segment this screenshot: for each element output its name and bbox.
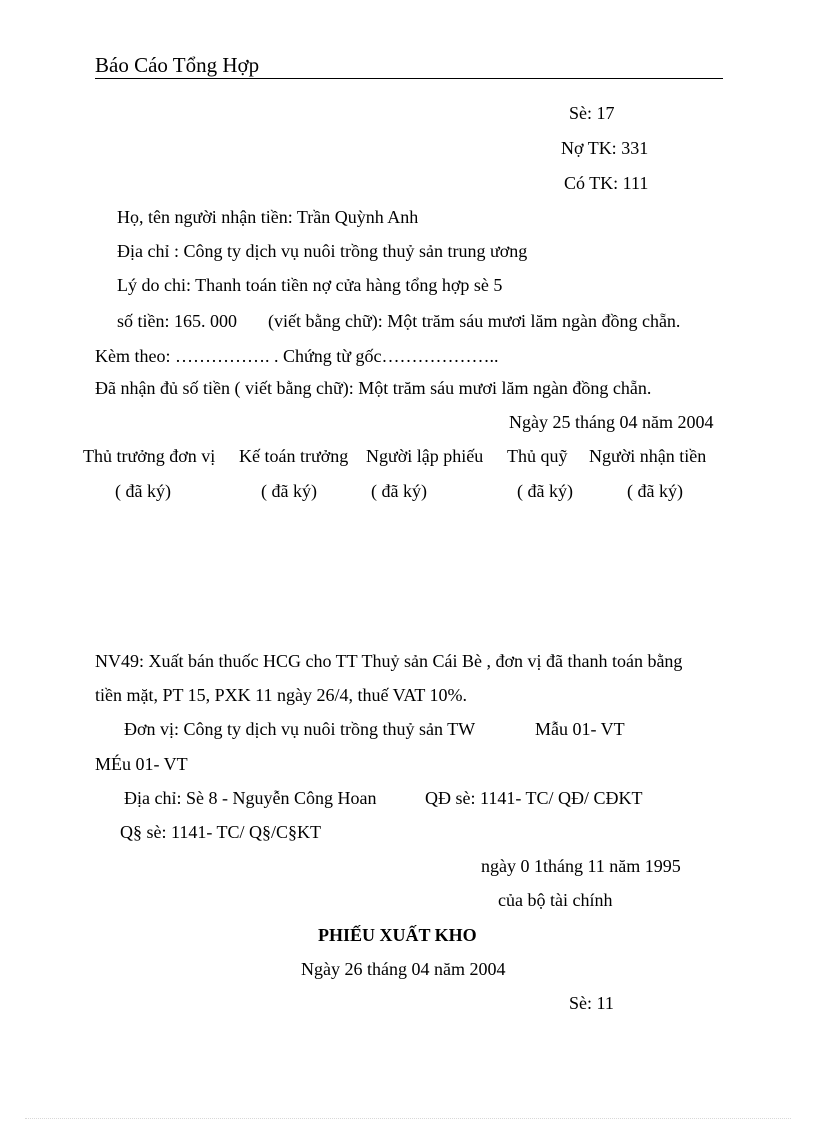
signer-title: Thủ trưởng đơn vị [83,446,216,466]
decision-number-alt: Q§ sè: 1141- TC/ Q§/C§KT [120,822,321,842]
signed-mark: ( đã ký) [627,481,683,501]
amount-in-words: (viết bằng chữ): Một trăm sáu mươi lăm ngàn đồng chẵn. [268,311,681,331]
signer-title: Kế toán trưởng [239,446,349,466]
signer-title: Thủ quỹ [507,446,568,466]
amount: số tiền: 165. 000 [117,311,237,331]
issuing-ministry: của bộ tài chính [498,890,613,910]
payment-reason: Lý do chi: Thanh toán tiền nợ cửa hàng tổng hợp sè 5 [117,275,503,295]
signed-mark: ( đã ký) [115,481,171,501]
nv49-line-2: tiền mặt, PT 15, PXK 11 ngày 26/4, thuế VAT 10%. [95,685,468,705]
unit-name: Đơn vị: Công ty dịch vụ nuôi trồng thuỷ sản TW [124,719,476,739]
form-template-alt: MÉu 01- VT [95,754,188,774]
form-template: Mẫu 01- VT [535,719,625,739]
header-rule [95,78,723,79]
nv49-line-1: NV49: Xuất bán thuốc HCG cho TT Thuỷ sản Cái Bè , đơn vị đã thanh toán bằng [95,651,683,671]
decision-date: ngày 0 1tháng 11 năm 1995 [481,856,681,876]
debit-account: Nợ TK: 331 [561,138,649,158]
signed-mark: ( đã ký) [371,481,427,501]
signer-title: Người lập phiếu [366,446,484,466]
received-amount: Đã nhận đủ số tiền ( viết bằng chữ): Một trăm sáu mươi lăm ngàn đồng chẵn. [95,378,652,398]
signer-title: Người nhận tiền [589,446,707,466]
recipient-address: Địa chỉ : Công ty dịch vụ nuôi trồng thuỷ sản trung ương [117,241,528,261]
signed-mark: ( đã ký) [517,481,573,501]
page-bottom-rule [25,1118,791,1119]
form-number: Sè: 11 [569,993,614,1013]
page-header-title: Báo Cáo Tổng Hợp [95,53,260,77]
form-title: PHIẾU XUẤT KHO [318,925,477,945]
recipient-name: Họ, tên người nhận tiền: Trần Quỳnh Anh [117,207,419,227]
decision-number: QĐ sè: 1141- TC/ QĐ/ CĐKT [425,788,643,808]
signed-mark: ( đã ký) [261,481,317,501]
form-date: Ngày 26 tháng 04 năm 2004 [301,959,506,979]
attached-documents: Kèm theo: ……………. . Chứng từ gốc……………….. [95,346,499,366]
unit-address: Địa chỉ: Sè 8 - Nguyễn Công Hoan [124,788,377,808]
receipt-number: Sè: 17 [569,103,615,123]
credit-account: Có TK: 111 [564,173,649,193]
receipt-date: Ngày 25 tháng 04 năm 2004 [509,412,714,432]
